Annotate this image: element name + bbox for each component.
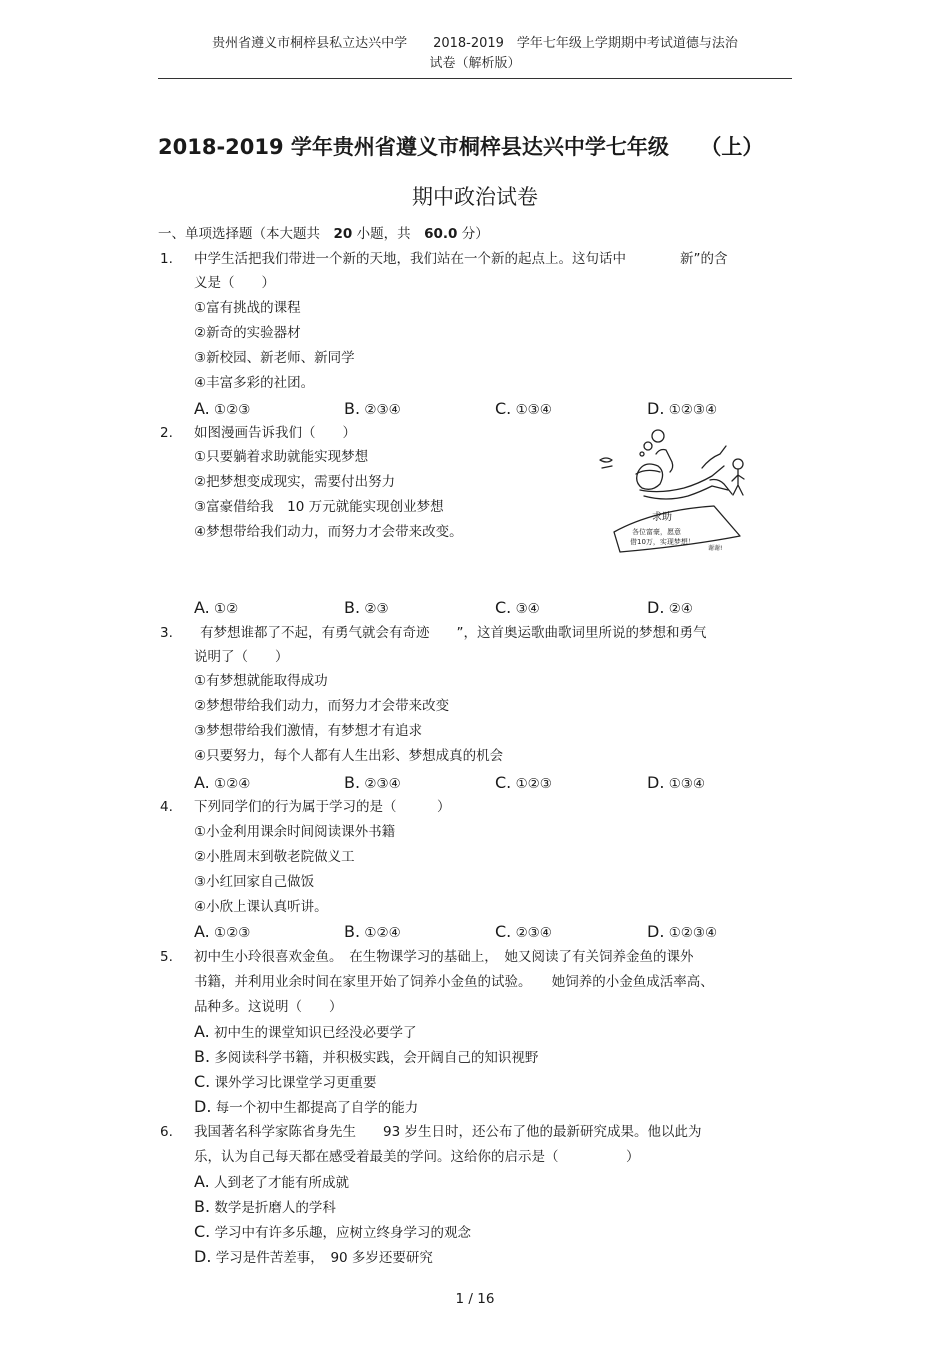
answer-option-b: B. ②③④ bbox=[344, 399, 401, 418]
statement-item: ②新奇的实验器材 bbox=[194, 325, 301, 341]
section-suffix: 分） bbox=[457, 226, 489, 242]
answer-option-a: A. ①②③ bbox=[194, 399, 251, 418]
header-rule bbox=[158, 78, 792, 79]
section-score: 60.0 bbox=[424, 226, 458, 242]
question-stem-line: 有梦想谁都了不起，有勇气就会有奇迹 ”，这首奥运歌曲歌词里所说的梦想和勇气 bbox=[200, 625, 707, 641]
statement-item: ①小金利用课余时间阅读课外书籍 bbox=[194, 824, 396, 840]
document-title: 2018-2019 学年贵州省遵义市桐梓县达兴中学七年级 （上） bbox=[158, 135, 764, 159]
answer-option-b: B. ②③ bbox=[344, 598, 389, 617]
section-heading bbox=[158, 222, 489, 242]
answer-option-b: B. 数学是折磨人的学科 bbox=[194, 1197, 336, 1216]
question-number: 3. bbox=[160, 625, 173, 641]
answer-option-d: D. ①②③④ bbox=[647, 399, 718, 418]
statement-item: ②梦想带给我们动力，而努力才会带来改变 bbox=[194, 698, 450, 714]
answer-option-d: D. ①③④ bbox=[647, 773, 706, 792]
section-middle: 小题，共 bbox=[352, 226, 425, 242]
header-line-1: 贵州省遵义市桐梓县私立达兴中学 2018-2019 学年七年级上学期期中考试道德与法治 bbox=[212, 36, 738, 51]
statement-item: ③小红回家自己做饭 bbox=[194, 874, 315, 890]
statement-item: ②小胜周末到敬老院做义工 bbox=[194, 849, 355, 865]
answer-option-a: A. ①② bbox=[194, 598, 239, 617]
question-number: 5. bbox=[160, 949, 173, 965]
statement-item: ③新校园、新老师、新同学 bbox=[194, 350, 355, 366]
answer-option-b: B. ①②④ bbox=[344, 922, 401, 941]
statement-item: ④梦想带给我们动力，而努力才会带来改变。 bbox=[194, 524, 463, 540]
answer-option-b: B. 多阅读科学书籍，并积极实践，会开阔自己的知识视野 bbox=[194, 1047, 539, 1066]
cartoon-sign-thanks: 谢谢! bbox=[708, 545, 723, 552]
statement-item: ①富有挑战的课程 bbox=[194, 300, 301, 316]
answer-option-c: C. 课外学习比课堂学习更重要 bbox=[194, 1072, 377, 1091]
answer-option-d: D. ②④ bbox=[647, 598, 693, 617]
question-stem-line: 下列同学们的行为属于学习的是（ ） bbox=[194, 799, 451, 815]
section-count: 20 bbox=[333, 226, 353, 242]
answer-option-c: C. ①②③ bbox=[495, 773, 552, 792]
header-line-2: 试卷（解析版） bbox=[429, 56, 521, 71]
statement-item: ①只要躺着求助就能实现梦想 bbox=[194, 449, 369, 465]
question-number: 6. bbox=[160, 1124, 173, 1140]
answer-option-c: C. ③④ bbox=[495, 598, 540, 617]
answer-option-a: A. ①②③ bbox=[194, 922, 251, 941]
answer-option-a: A. 人到老了才能有所成就 bbox=[194, 1172, 350, 1191]
question-stem-line: 乐，认为自己每天都在感受着最美的学问。这给你的启示是（ ） bbox=[194, 1149, 640, 1165]
question-stem-line: 书籍，并利用业余时间在家里开始了饲养小金鱼的试验。 她饲养的小金鱼成活率高、 bbox=[194, 974, 714, 990]
question-stem-line: 品种多。这说明（ ） bbox=[194, 999, 343, 1015]
answer-option-c: C. ②③④ bbox=[495, 922, 552, 941]
answer-option-b: B. ②③④ bbox=[344, 773, 401, 792]
section-prefix: 一、单项选择题（本大题共 bbox=[158, 226, 334, 242]
statement-item: ③富豪借给我 10 万元就能实现创业梦想 bbox=[194, 499, 444, 515]
statement-item: ④只要努力，每个人都有人生出彩、梦想成真的机会 bbox=[194, 748, 504, 764]
page-number: 1 / 16 bbox=[455, 1291, 495, 1307]
document-subtitle: 期中政治试卷 bbox=[412, 185, 538, 209]
statement-item: ③梦想带给我们激情，有梦想才有追求 bbox=[194, 723, 423, 739]
statement-item: ②把梦想变成现实，需要付出努力 bbox=[194, 474, 396, 490]
answer-option-d: D. ①②③④ bbox=[647, 922, 718, 941]
answer-option-a: A. ①②④ bbox=[194, 773, 251, 792]
question-stem-line: 如图漫画告诉我们（ ） bbox=[194, 425, 356, 441]
question-stem-line: 说明了（ ） bbox=[194, 649, 289, 665]
answer-option-d: D. 学习是件苦差事， 90 多岁还要研究 bbox=[194, 1247, 433, 1266]
statement-item: ④小欣上课认真听讲。 bbox=[194, 899, 328, 915]
statement-item: ①有梦想就能取得成功 bbox=[194, 673, 328, 689]
question-number: 2. bbox=[160, 425, 173, 441]
statement-item: ④丰富多彩的社团。 bbox=[194, 375, 315, 391]
running-header bbox=[158, 34, 792, 74]
answer-option-a: A. 初中生的课堂知识已经没必要学了 bbox=[194, 1022, 417, 1041]
question-stem-line: 我国著名科学家陈省身先生 93 岁生日时，还公布了他的最新研究成果。他以此为 bbox=[194, 1124, 702, 1140]
cartoon-illustration bbox=[592, 424, 752, 556]
answer-option-c: C. 学习中有许多乐趣，应树立终身学习的观念 bbox=[194, 1222, 472, 1241]
cartoon-sign-line: 各位富豪，愿意 bbox=[632, 528, 681, 536]
question-stem-line: 中学生活把我们带进一个新的天地，我们站在一个新的起点上。这句话中 新”的含 bbox=[194, 251, 728, 267]
question-number: 4. bbox=[160, 799, 173, 815]
cartoon-sign-title: 求助 bbox=[652, 512, 672, 523]
question-stem-line: 义是（ ） bbox=[194, 275, 275, 291]
answer-option-c: C. ①③④ bbox=[495, 399, 552, 418]
question-stem-line: 初中生小玲很喜欢金鱼。 在生物课学习的基础上， 她又阅读了有关饲养金鱼的课外 bbox=[194, 949, 694, 965]
answer-option-d: D. 每一个初中生都提高了自学的能力 bbox=[194, 1097, 419, 1116]
question-number: 1. bbox=[160, 251, 173, 267]
cartoon-sign-line: 借10万，实现梦想！ bbox=[630, 538, 695, 546]
